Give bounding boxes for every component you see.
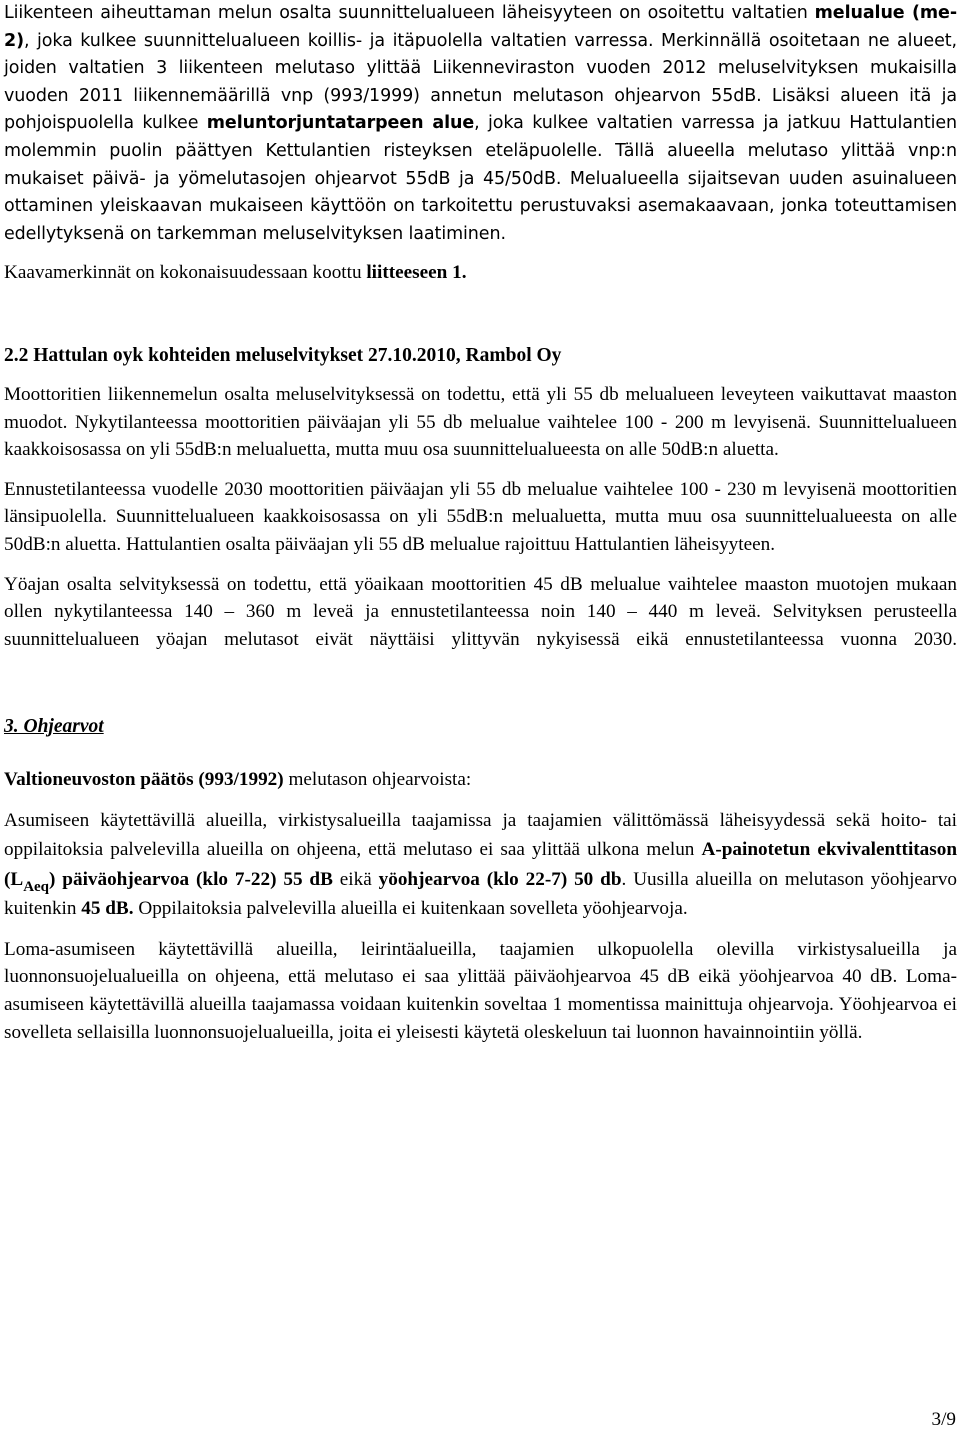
paragraph-yoaika: Yöajan osalta selvityksessä on todettu, että yöaikaan moottoritien 45 dB melualue vaihtelee maaston muotojen mukaan ollen nykytilanteessa 140 – 360 m leveä ja ennustetilanteessa noin 140 – 440 m leveä. Selvityksen perusteella suunnittelualueen yöajan melutasot eivät näyttäisi ylittyvän nykyisessä eikä ennustetilanteessa vuonna 2030.	[4, 573, 957, 650]
paragraph-ennustetilanne: Ennustetilanteessa vuodelle 2030 moottoritien päiväajan yli 55 db melualue vaihtelee 100 - 230 m levyisenä moottoritien länsipuolella. Suunnittelualueen kaakkoisosassa on yli 55dB:n melualuetta, mutta muu osa suunnittelualueesta on alle 50dB:n aluetta. Hattulantien osalta päiväajan yli 55 dB melualue rajoittuu Hattulantien läheisyyteen.	[4, 478, 957, 555]
term-melualue: melualue (me-2)	[4, 3, 957, 51]
text: eikä	[332, 868, 379, 890]
text: , joka kulkee suunnittelualueen koillis- ja itäpuolella valtatien varressa. Merkinnällä osoitetaan ne alueet, joiden valtatien 3 liikenteen melutaso ylittää Liikenneviraston vuoden 2012 meluselvityksen mukaisilla vuoden 2011 liikennemäärillä vnp (993/1999) annetun melutason ohjearvon 55dB. Lisäksi alueen itä ja pohjoispuolella kulkee	[4, 30, 957, 134]
paragraph-moottoritien-melu: Moottoritien liikennemelun osalta meluselvityksessä on todettu, että yli 55 db melualueen leveyteen vaikuttavat maaston muodot. Nykytilanteessa moottoritien päiväajan yli 55 db melualue vaihtelee 100 - 200 m levyisenä. Suunnittelualueen kaakkoisosassa on yli 55dB:n melualuetta, mutta muu osa suunnittelualueesta on alle 50dB:n aluetta.	[4, 383, 957, 461]
text: , joka kulkee valtatien varressa ja jatkuu Hattulantien molemmin puolin päättyen Kettulantien risteyksen eteläpuolelle. Tällä alueella melutaso ylittää vnp:n mukaiset päivä- ja yömelutasojen ohjearvot 55dB ja 45/50dB. Melualueella sijaitsevan uuden asuinalueen ottaminen yleiskaavan mukaiseen käyttöön on tarkoitettu perustuvaksi asemakaavaan, jonka toteuttamisen edellytyksenä on tarkemman meluselvityksen laatiminen.	[4, 113, 958, 244]
decision-name: Valtioneuvoston päätös (993/1992)	[4, 769, 284, 791]
text: Kaavamerkinnät on kokonaisuudessaan koottu	[4, 262, 367, 284]
term-paivaohjearvo: ) päiväohjearvoa (klo 7-22) 55 dB	[49, 868, 333, 890]
section-title: 3. Ohjearvot	[4, 716, 104, 738]
subscript-aeq: Aeq	[23, 878, 50, 895]
paragraph-vnp	[4, 766, 957, 794]
term-meluntorjuntatarpeen-alue: meluntorjuntatarpeen alue	[206, 113, 475, 134]
appendix-reference: liitteeseen 1.	[366, 262, 467, 284]
term-45db: 45 dB.	[81, 898, 134, 920]
section-heading-2-2: 2.2 Hattulan oyk kohteiden meluselvitykset 27.10.2010, Rambol Oy	[4, 344, 562, 366]
paragraph-asuminen	[4, 806, 957, 924]
term-ekvivalenttitaso: A-painotetun ekvivalenttitason (L	[4, 839, 957, 890]
text: melutason ohjearvoista:	[283, 769, 472, 791]
text: Liikenteen aiheuttaman melun osalta suunnittelualueen läheisyyteen on osoitettu valtatien	[4, 3, 815, 23]
term-yoohjearvo: yöohjearvoa (klo 22-7) 50 db	[378, 868, 622, 890]
paragraph-loma-asuminen: Loma-asumiseen käytettävillä alueilla, leirintäalueilla, taajamien ulkopuolella olevilla virkistysalueilla ja luonnonsuojelualueilla on ohjeena, että melutaso ei saa ylittää päiväohjearvoa 45 dB eikä yöohjearvoa 40 dB. Loma-asumiseen käytettävillä alueilla taajamassa voidaan kuitenkin soveltaa 1 momentissa mainittuja ohjearvoja. Yöohjearvoa ei sovelleta sellaisilla luonnonsuojelualueilla, joita ei yleisesti käytetä oleskeluun tai luonnon havainnointiin yöllä.	[4, 938, 957, 1043]
paragraph-melualue	[4, 0, 957, 248]
text: Asumiseen käytettävillä alueilla, virkistysalueilla taajamissa ja taajamien välittömässä läheisyydessä sekä hoito- tai oppilaitoksia palvelevilla alueilla on ohjeena, että melutaso ei saa ylittää ulkona melun	[4, 809, 957, 861]
paragraph-kaavamerkinnat	[4, 259, 957, 287]
section-heading-3	[4, 713, 957, 740]
text: . Uusilla alueilla on melutason yöohjearvo kuitenkin	[4, 868, 958, 920]
text: Oppilaitoksia palvelevilla alueilla ei kuitenkaan sovelleta yöohjearvoja.	[133, 898, 688, 920]
page-number: 3/9	[931, 1409, 956, 1430]
